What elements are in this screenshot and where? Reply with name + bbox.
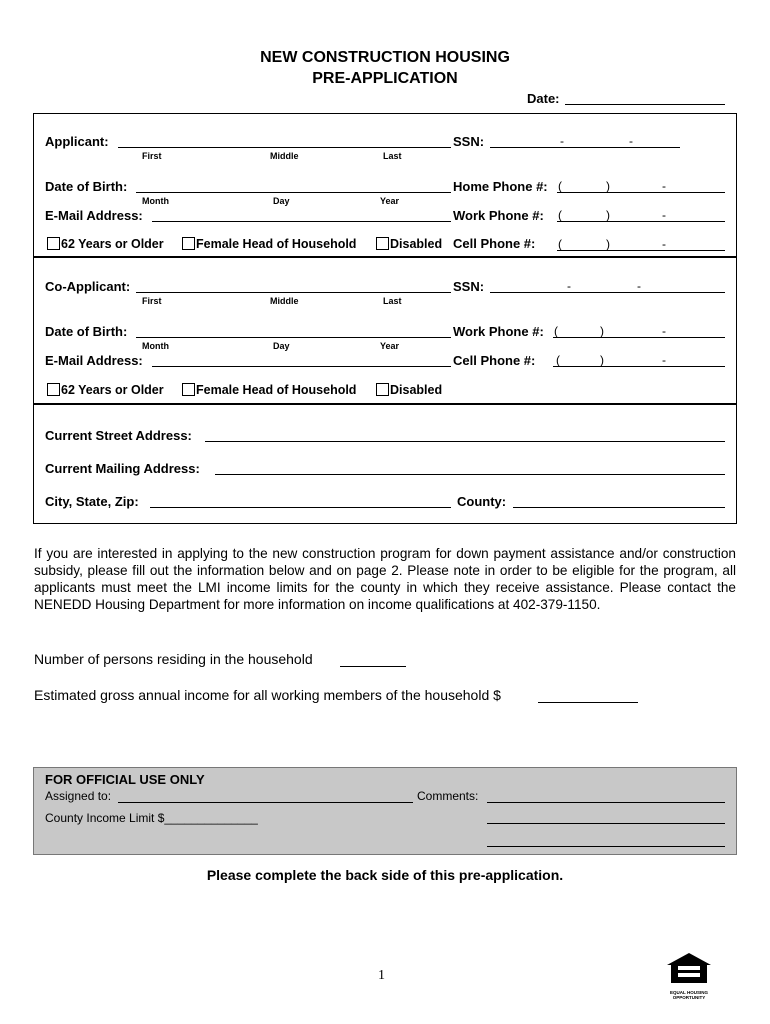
month-sublabel: Month <box>142 196 169 206</box>
date-field[interactable] <box>565 104 725 105</box>
email-label: E-Mail Address: <box>45 208 143 223</box>
phone-dash: - <box>662 353 666 367</box>
city-state-zip-field[interactable] <box>150 507 451 508</box>
mailing-address-field[interactable] <box>215 474 725 475</box>
applicant-email-field[interactable] <box>152 221 451 222</box>
home-phone-label: Home Phone #: <box>453 179 548 194</box>
phone-close-paren: ) <box>606 237 610 251</box>
first-sublabel: First <box>142 151 162 161</box>
phone-dash: - <box>662 237 666 251</box>
county-income-limit-label: County Income Limit $______________ <box>45 811 258 825</box>
official-use-heading: FOR OFFICIAL USE ONLY <box>45 772 205 787</box>
day-sublabel: Day <box>273 341 290 351</box>
co-cell-phone-field[interactable] <box>553 366 725 367</box>
assigned-to-field[interactable] <box>118 802 413 803</box>
ssn-dash: - <box>629 134 633 148</box>
applicant-ssn-field[interactable] <box>490 147 680 148</box>
co-female-head-label: Female Head of Household <box>196 383 357 397</box>
phone-open-paren: ( <box>554 324 558 338</box>
assigned-to-label: Assigned to: <box>45 789 112 803</box>
date-label: Date: <box>527 91 560 106</box>
co-applicant-ssn-field[interactable] <box>490 292 725 293</box>
street-address-field[interactable] <box>205 441 725 442</box>
city-state-zip-label: City, State, Zip: <box>45 494 139 509</box>
mailing-address-label: Current Mailing Address: <box>45 461 200 476</box>
equal-housing-text: EQUAL HOUSING OPPORTUNITY <box>670 990 708 1000</box>
phone-open-paren: ( <box>558 179 562 193</box>
ssn-dash: - <box>560 134 564 148</box>
co-ssn-label: SSN: <box>453 279 485 294</box>
phone-open-paren: ( <box>558 237 562 251</box>
comments-field-line-2[interactable] <box>487 823 725 824</box>
household-persons-label: Number of persons residing in the household <box>34 651 313 667</box>
comments-field[interactable] <box>487 802 725 803</box>
equal-housing-logo <box>664 951 714 1000</box>
co-age-62-label: 62 Years or Older <box>61 383 164 397</box>
page-number: 1 <box>378 968 385 983</box>
first-sublabel: First <box>142 296 162 306</box>
form-title: NEW CONSTRUCTION HOUSING <box>260 49 510 66</box>
dob-label: Date of Birth: <box>45 179 128 194</box>
comments-field-line-3[interactable] <box>487 846 725 847</box>
day-sublabel: Day <box>273 196 290 206</box>
applicant-name-field[interactable] <box>118 147 451 148</box>
back-side-reminder: Please complete the back side of this pre-application. <box>206 867 564 883</box>
disabled-label: Disabled <box>390 237 443 251</box>
co-work-phone-label: Work Phone #: <box>453 324 544 339</box>
work-phone-label: Work Phone #: <box>453 208 544 223</box>
last-sublabel: Last <box>383 296 402 306</box>
year-sublabel: Year <box>380 341 400 351</box>
cell-phone-label: Cell Phone #: <box>453 236 536 251</box>
ssn-dash: - <box>567 279 571 293</box>
phone-close-paren: ) <box>606 208 610 222</box>
co-female-head-checkbox[interactable] <box>182 383 195 396</box>
applicant-label: Applicant: <box>45 134 109 149</box>
house-icon <box>664 951 714 985</box>
ssn-label: SSN: <box>453 134 485 149</box>
co-age-62-checkbox[interactable] <box>47 383 60 396</box>
phone-close-paren: ) <box>600 353 604 367</box>
co-disabled-checkbox[interactable] <box>376 383 389 396</box>
year-sublabel: Year <box>380 196 400 206</box>
middle-sublabel: Middle <box>270 151 299 161</box>
household-income-field[interactable] <box>538 702 638 703</box>
co-email-label: E-Mail Address: <box>45 353 143 368</box>
phone-open-paren: ( <box>556 353 560 367</box>
phone-dash: - <box>662 179 666 193</box>
phone-close-paren: ) <box>600 324 604 338</box>
phone-dash: - <box>662 208 666 222</box>
disabled-checkbox[interactable] <box>376 237 389 250</box>
ssn-dash: - <box>637 279 641 293</box>
co-disabled-label: Disabled <box>390 383 443 397</box>
co-applicant-label: Co-Applicant: <box>45 279 131 294</box>
phone-dash: - <box>662 324 666 338</box>
household-persons-field[interactable] <box>340 666 406 667</box>
work-phone-field[interactable] <box>557 221 725 222</box>
instructions-paragraph: If you are interested in applying to the new construction program for down payment assistance and/or construction subsidy, please fill out the information below and on page 2. Please note in order to be eligible for the program, all applicants must meet the LMI income limits for the county in which they receive assistance. Please contact the NENEDD Housing Department for more information on income qualifications at 402-379-1150. <box>34 546 736 612</box>
co-cell-phone-label: Cell Phone #: <box>453 353 536 368</box>
female-head-checkbox[interactable] <box>182 237 195 250</box>
age-62-checkbox[interactable] <box>47 237 60 250</box>
month-sublabel: Month <box>142 341 169 351</box>
co-applicant-email-field[interactable] <box>152 366 451 367</box>
county-label: County: <box>457 494 507 509</box>
applicant-dob-field[interactable] <box>136 192 451 193</box>
comments-label: Comments: <box>417 789 479 803</box>
middle-sublabel: Middle <box>270 296 299 306</box>
co-applicant-name-field[interactable] <box>136 292 451 293</box>
county-field[interactable] <box>513 507 725 508</box>
street-address-label: Current Street Address: <box>45 428 192 443</box>
co-dob-label: Date of Birth: <box>45 324 128 339</box>
household-income-label: Estimated gross annual income for all working members of the household $ <box>34 687 501 703</box>
co-work-phone-field[interactable] <box>553 337 725 338</box>
home-phone-field[interactable] <box>557 192 725 193</box>
cell-phone-field[interactable] <box>557 250 725 251</box>
last-sublabel: Last <box>383 151 402 161</box>
form-subtitle: PRE-APPLICATION <box>312 70 458 87</box>
phone-open-paren: ( <box>558 208 562 222</box>
phone-close-paren: ) <box>606 179 610 193</box>
co-applicant-dob-field[interactable] <box>136 337 451 338</box>
female-head-label: Female Head of Household <box>196 237 357 251</box>
age-62-label: 62 Years or Older <box>61 237 164 251</box>
